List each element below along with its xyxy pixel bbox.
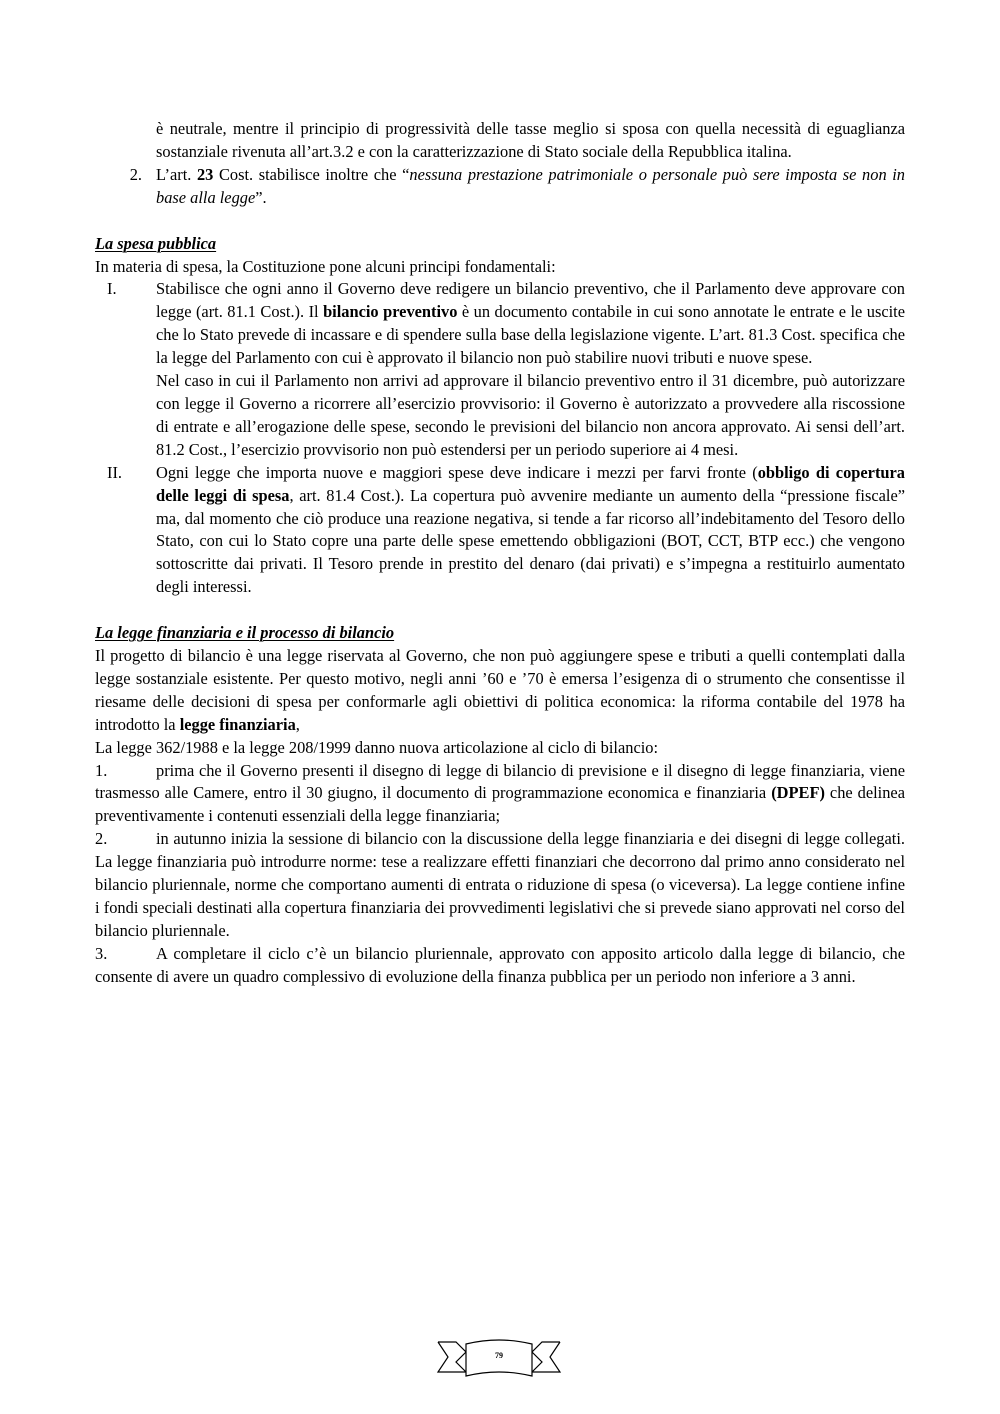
item-text: Ogni legge che importa nuove e maggiori spese deve indicare i mezzi per farvi fronte (obbligo di copertura delle leggi di spesa, art. 81.4 Cost.). La copertura può avvenire mediante un aumento della “pressione fiscale” ma, dal momento che ciò produce una reazione negativa, si tende a far ricorso all’indebitamento del Tesoro dello Stato, con cui lo Stato copre una parte delle spese emettendo obbligazioni (BOT, CCT, BTP ecc.) che vengono sottoscritte dai privati. Il Tesoro prende in prestito del denaro (dai privati) e s’impegna a restituirlo aumentato degli interessi. bbox=[156, 462, 905, 597]
item-text: Stabilisce che ogni anno il Governo deve redigere un bilancio preventivo, che il Parlamento deve approvare con legge (art. 81.1 Cost.). Il bilancio preventivo è un documento contabile in cui sono annotate le entrate e le uscite che lo Stato prevede di incassare e di spendere sulla base della legislazione vigente. L’art. 81.3 Cost. specifica che la legge del Parlamento con cui è approvato il bilancio non può stabilire nuovi tributi e nuove spese. bbox=[156, 279, 906, 368]
section-lead: In materia di spesa, la Costituzione pone alcuni principi fondamentali: bbox=[95, 256, 556, 276]
page-number-banner bbox=[436, 1334, 562, 1382]
list-item-1: 1. prima che il Governo presenti il disegno di legge di bilancio di previsione e il disegno di legge finanziaria, viene trasmesso alle Camere, entro il 30 giugno, il documento di programmazione economica e finanziaria (DPEF) che delinea preventivamente i contenuti essenziali della legge finanziaria; bbox=[95, 760, 905, 826]
section-heading-finanziaria: La legge finanziaria e il processo di bilancio bbox=[95, 623, 395, 643]
list-item-3: 3. A completare il ciclo c’è un bilancio pluriennale, approvato con apposito articolo dalla legge di bilancio, che consente di avere un quadro complessivo di evoluzione della finanza pubblica per un periodo non inferiore a 3 anni. bbox=[95, 943, 905, 986]
roman-item-1 bbox=[95, 278, 905, 461]
item-text-2: Nel caso in cui il Parlamento non arrivi ad approvare il bilancio preventivo entro il 31 dicembre, può autorizzare con legge il Governo a ricorrere all’esercizio provvisorio: il Governo è autorizzato a provvedere alla riscossione di entrate e all’erogazione delle spese, secondo le previsioni del bilancio non ancora approvato. Ai sensi dell’art. 81.2 Cost., l’esercizio provvisorio non può estendersi per un periodo superiore ai 4 mesi. bbox=[156, 371, 905, 459]
section-heading-spesa: La spesa pubblica bbox=[95, 233, 217, 253]
page-content bbox=[95, 118, 905, 989]
continued-paragraph: è neutrale, mentre il principio di progressività delle tasse meglio si sposa con quella necessità di eguaglianza sostanziale rivenuta all’art.3.2 e con la caratterizzazione di Stato sociale della Repubblica italina. bbox=[156, 119, 905, 161]
page-number: 79 bbox=[495, 1351, 503, 1360]
list-item-2: 2. in autunno inizia la sessione di bilancio con la discussione della legge finanziaria e dei disegni di legge collegati. La legge finanziaria può introdurre norme: tese a realizzare effetti finanziari che decorrono dal primo anno considerato nel bilancio pluriennale, norme che comportano aumenti di entrata o riduzione di spesa (o viceversa). La legge contiene infine i fondi speciali destinati alla copertura finanziaria dei provvedimenti legislativi che si prevede siano approvati nel corso del bilancio pluriennale. bbox=[95, 829, 905, 940]
numbered-item-2 bbox=[95, 164, 905, 210]
item-number: 2. bbox=[129, 164, 142, 184]
paragraph: La legge 362/1988 e la legge 208/1999 danno nuova articolazione al ciclo di bilancio: bbox=[95, 737, 659, 757]
paragraph: Il progetto di bilancio è una legge riservata al Governo, che non può aggiungere spese e tributi a quelli contemplati dalla legge sostanziale esistente. Per questo motivo, negli anni ’60 e ’70 è emersa l’esigenza di o strumento che consentisse il riesame delle decisioni di spesa per conformarle agli obiettivi di politica economica: la riforma contabile del 1978 ha introdotto la legge finanziaria, bbox=[95, 646, 905, 734]
item-number: II. bbox=[107, 462, 123, 482]
item-number: I. bbox=[107, 279, 117, 299]
item-text: L’art. 23 Cost. stabilisce inoltre che “nessuna prestazione patrimoniale o personale può sere imposta se non in base alla legge”. bbox=[156, 164, 905, 207]
roman-item-2 bbox=[95, 462, 905, 599]
